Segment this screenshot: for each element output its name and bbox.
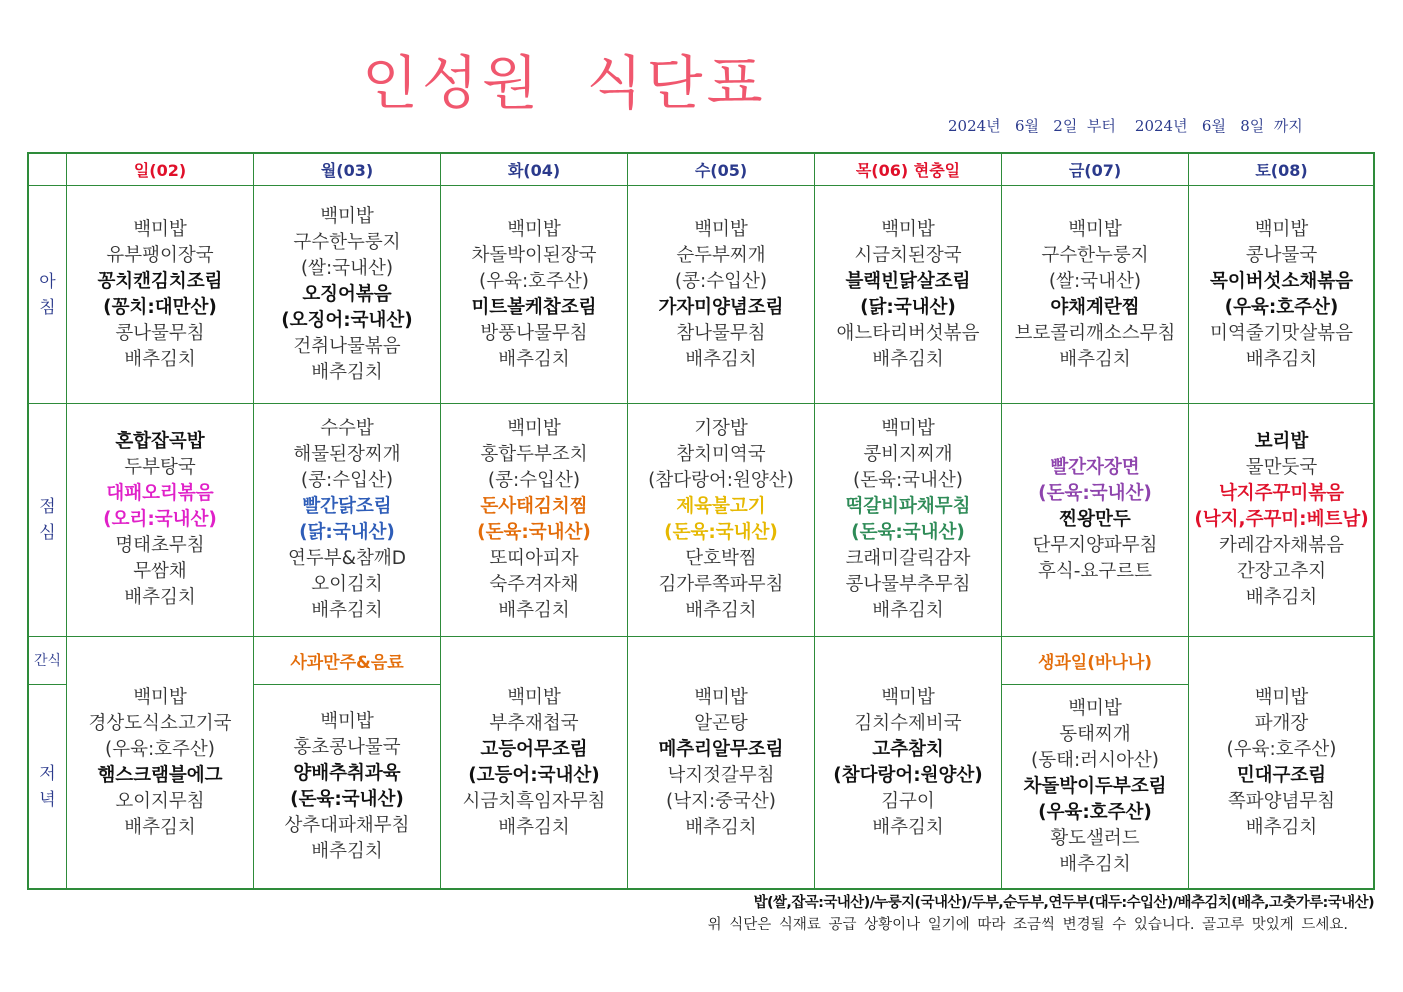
menu-item: 명태초무침 [115,535,205,556]
menu-item: (꽁치:대만산) [103,296,217,318]
menu-item: 대패오리볶음 [106,483,214,504]
menu-item: 김구이 [881,791,935,812]
menu-item: 배추김치 [872,348,944,370]
menu-item: 백미밥 [1068,218,1122,240]
menu-item: 배추김치 [311,361,383,383]
menu-item: 후식-요구르트 [1038,561,1152,582]
menu-item: 차돌박이된장국 [471,244,597,266]
menu-item: 홍초콩나물국 [293,737,401,758]
menu-item: 백미밥 [507,418,561,439]
origin-note: 밥(쌀,잡곡:국내산)/누룽지(국내산)/두부,순두부,연두부(대두:수입산)/배추김치(배추,고춧가루:국내산) [753,895,1374,911]
day-header-wed: 수(05) [628,154,815,186]
menu-item: 해물된장찌개 [293,444,401,465]
menu-item: (돈육:국내산) [851,522,965,543]
menu-period: 2024년 6월 2일 부터 2024년 6월 8일 까지 [948,117,1303,135]
menu-item: 방풍나물무침 [480,322,588,344]
menu-item: 단호박찜 [685,548,757,569]
menu-item: 유부팽이장국 [106,244,214,266]
menu-item: 오이지무침 [115,791,205,812]
lunch-cell-mon [254,404,441,637]
menu-item: 동태찌개 [1059,724,1131,745]
menu-item: 단무지양파무침 [1032,535,1158,556]
menu-item: 백미밥 [507,218,561,240]
menu-item: 콩나물부추무침 [845,574,971,595]
menu-item: 쪽파양념무침 [1227,791,1336,812]
menu-item: 구수한누룽지 [293,231,401,253]
menu-item: 카레감자채볶음 [1218,535,1345,556]
day-header-sun: 일(02) [67,154,254,186]
menu-item: (쌀:국내산) [300,257,394,279]
menu-item: 꽁치캔김치조림 [97,270,223,292]
menu-item: 제육불고기 [676,496,766,517]
lunch-cell-thu [815,404,1002,637]
menu-item: 크래미갈릭감자 [845,548,971,569]
menu-item: 수수밥 [320,418,374,439]
menu-item: 애느타리버섯볶음 [836,322,980,344]
menu-item: 황도샐러드 [1050,828,1140,849]
menu-item: 배추김치 [311,600,383,621]
menu-item: 참나물무침 [676,322,766,344]
day-header-mon: 월(03) [254,154,441,186]
menu-item: 배추김치 [124,587,196,608]
row-label-lunch: 점 심 [29,404,67,637]
menu-item: 간장고추지 [1236,561,1327,582]
breakfast-cell-sun [67,186,254,404]
dinner-cell-thu [815,637,1002,890]
menu-item: 상추대파채무침 [284,815,410,836]
lunch-cell-wed [628,404,815,637]
menu-item: (돈육:국내산) [477,522,591,543]
day-header-sat: 토(08) [1189,154,1375,186]
menu-item: 백미밥 [507,687,561,708]
menu-item: 건취나물볶음 [293,335,401,357]
menu-item: 백미밥 [133,687,187,708]
menu-item: (낙지,주꾸미:베트남) [1194,509,1369,530]
menu-item: 미트볼케찹조림 [471,296,597,318]
menu-item: 백미밥 [694,218,748,240]
menu-item: 구수한누룽지 [1041,244,1149,266]
menu-item: 참치미역국 [676,444,766,465]
breakfast-cell-sat [1189,186,1375,404]
menu-item: 콩나물국 [1245,244,1318,266]
menu-item: (우육:호주산) [1224,296,1339,318]
menu-item: 블랙빈닭살조림 [845,270,971,292]
dinner-cell-sat [1189,637,1375,890]
menu-item: 양배추취과육 [293,763,401,784]
menu-item: 백미밥 [320,205,374,227]
menu-item: 혼합잡곡밥 [115,431,205,452]
menu-item: 오징어볶음 [302,283,392,305]
menu-item: 찐왕만두 [1059,509,1131,530]
menu-item: (닭:국내산) [299,522,395,543]
menu-item: 배추김치 [685,348,757,370]
lunch-cell-tue [441,404,628,637]
menu-item: 무쌈채 [133,561,187,582]
menu-item: 배추김치 [311,841,383,862]
menu-item: 브로콜리깨소스무침 [1014,322,1176,344]
menu-item: 배추김치 [498,600,570,621]
breakfast-cell-tue [441,186,628,404]
row-label-dinner: 저 녁 [29,685,67,890]
menu-item: (낙지:중국산) [665,791,777,812]
row-label-breakfast: 아 침 [29,186,67,404]
menu-item: 배추김치 [1059,854,1131,875]
menu-item: 알곤탕 [694,713,748,734]
menu-item: 백미밥 [881,418,935,439]
menu-item: 백미밥 [320,711,374,732]
menu-item: 파개장 [1254,713,1309,734]
menu-item: 김치수제비국 [854,713,962,734]
menu-item: 시금치흑임자무침 [462,791,606,812]
menu-item: 고등어무조림 [480,739,588,760]
menu-item: 배추김치 [1059,348,1131,370]
menu-item: (쌀:국내산) [1048,270,1142,292]
menu-item: 배추김치 [1245,587,1318,608]
corner-cell [29,154,67,186]
menu-item: (콩:수입산) [674,270,768,292]
menu-item: 목이버섯소채볶음 [1210,270,1353,292]
lunch-cell-sun [67,404,254,637]
menu-item: 연두부&참깨D [287,548,407,569]
menu-item: (돈육:국내산) [852,470,964,491]
menu-item: 차돌박이두부조림 [1023,776,1167,797]
menu-item: 배추김치 [685,817,757,838]
menu-item: 백미밥 [1254,687,1309,708]
menu-item: 빨간자장면 [1050,457,1140,478]
menu-item: (동태:러시아산) [1031,750,1159,771]
menu-item: (콩:수입산) [300,470,394,491]
lunch-cell-fri [1002,404,1189,637]
dinner-cell-wed [628,637,815,890]
menu-item: 빨간닭조림 [302,496,392,517]
menu-item: 부추재첩국 [489,713,579,734]
menu-item: (돈육:국내산) [1038,483,1152,504]
menu-item: 메추리알무조림 [658,739,784,760]
menu-item: (우육:호주산) [1226,739,1337,760]
menu-item: 가자미양념조림 [658,296,784,318]
menu-item: 백미밥 [133,218,187,240]
menu-item: 기장밥 [694,418,748,439]
dinner-cell-tue [441,637,628,890]
menu-item: (우육:호주산) [478,270,590,292]
menu-item: 두부탕국 [124,457,196,478]
breakfast-cell-wed [628,186,815,404]
menu-item: 돈사태김치찜 [480,496,588,517]
menu-table [27,152,1375,890]
menu-item: (우육:호주산) [1038,802,1152,823]
menu-item: 김가루쪽파무침 [658,574,784,595]
menu-item: (닭:국내산) [860,296,956,318]
menu-item: 떡갈비파채무침 [845,496,971,517]
dinner-cell-mon [254,685,441,890]
snack-cell-fri: 생과일(바나나) [1002,637,1189,685]
menu-item: 낙지주꾸미볶음 [1218,483,1345,504]
menu-item: 민대구조림 [1236,765,1327,786]
menu-item: 숙주겨자채 [489,574,579,595]
menu-item: 콩비지찌개 [863,444,953,465]
menu-item: (참다랑어:원양산) [833,765,983,786]
menu-item: 백미밥 [694,687,748,708]
menu-item: (고등어:국내산) [468,765,600,786]
menu-item: 낙지젓갈무침 [667,765,775,786]
snack-cell-mon: 사과만주&음료 [254,637,441,685]
breakfast-cell-mon [254,186,441,404]
menu-item: 배추김치 [1245,817,1318,838]
menu-item: 미역줄기맛살볶음 [1210,322,1353,344]
menu-item: 배추김치 [685,600,757,621]
menu-item: 물만둣국 [1245,457,1318,478]
day-header-tue: 화(04) [441,154,628,186]
menu-item: 야채계란찜 [1050,296,1140,318]
menu-item: 오이김치 [311,574,383,595]
menu-item: 순두부찌개 [676,244,766,266]
menu-item: 햄스크램블에그 [97,765,223,786]
menu-item: (참다랑어:원양산) [648,470,794,491]
menu-item: (오리:국내산) [103,509,217,530]
menu-item: 콩나물무침 [115,322,205,344]
menu-item: (돈육:국내산) [664,522,778,543]
menu-item: 백미밥 [1068,698,1122,719]
dinner-cell-fri [1002,685,1189,890]
menu-item: 배추김치 [124,348,196,370]
menu-item: 배추김치 [872,600,944,621]
menu-item: 배추김치 [872,817,944,838]
menu-item: 백미밥 [881,687,935,708]
menu-item: (우육:호주산) [104,739,216,760]
menu-item: 경상도식소고기국 [88,713,232,734]
breakfast-cell-thu [815,186,1002,404]
dinner-cell-sun [67,637,254,890]
menu-item: 배추김치 [1245,348,1318,370]
menu-item: 배추김치 [498,817,570,838]
lunch-cell-sat [1189,404,1375,637]
menu-item: (콩:수입산) [487,470,581,491]
disclaimer-note: 위 식단은 식재료 공급 상황이나 일기에 따라 조금씩 변경될 수 있습니다. 골고루 맛있게 드세요. [707,917,1348,933]
day-header-thu: 목(06) 현충일 [815,154,1002,186]
menu-item: 배추김치 [124,817,196,838]
menu-item: 백미밥 [881,218,935,240]
row-label-snack: 간식 [29,637,67,685]
menu-item: 시금치된장국 [854,244,962,266]
breakfast-cell-fri [1002,186,1189,404]
menu-item: (오징어:국내산) [281,309,413,331]
page-title: 인성원 식단표 [362,49,767,117]
day-header-fri: 금(07) [1002,154,1189,186]
menu-item: 또띠아피자 [489,548,579,569]
menu-item: 배추김치 [498,348,570,370]
menu-item: 홍합두부조치 [480,444,588,465]
menu-item: 고추참치 [872,739,944,760]
menu-item: 백미밥 [1254,218,1309,240]
menu-item: 보리밥 [1254,431,1309,452]
menu-item: (돈육:국내산) [290,789,404,810]
